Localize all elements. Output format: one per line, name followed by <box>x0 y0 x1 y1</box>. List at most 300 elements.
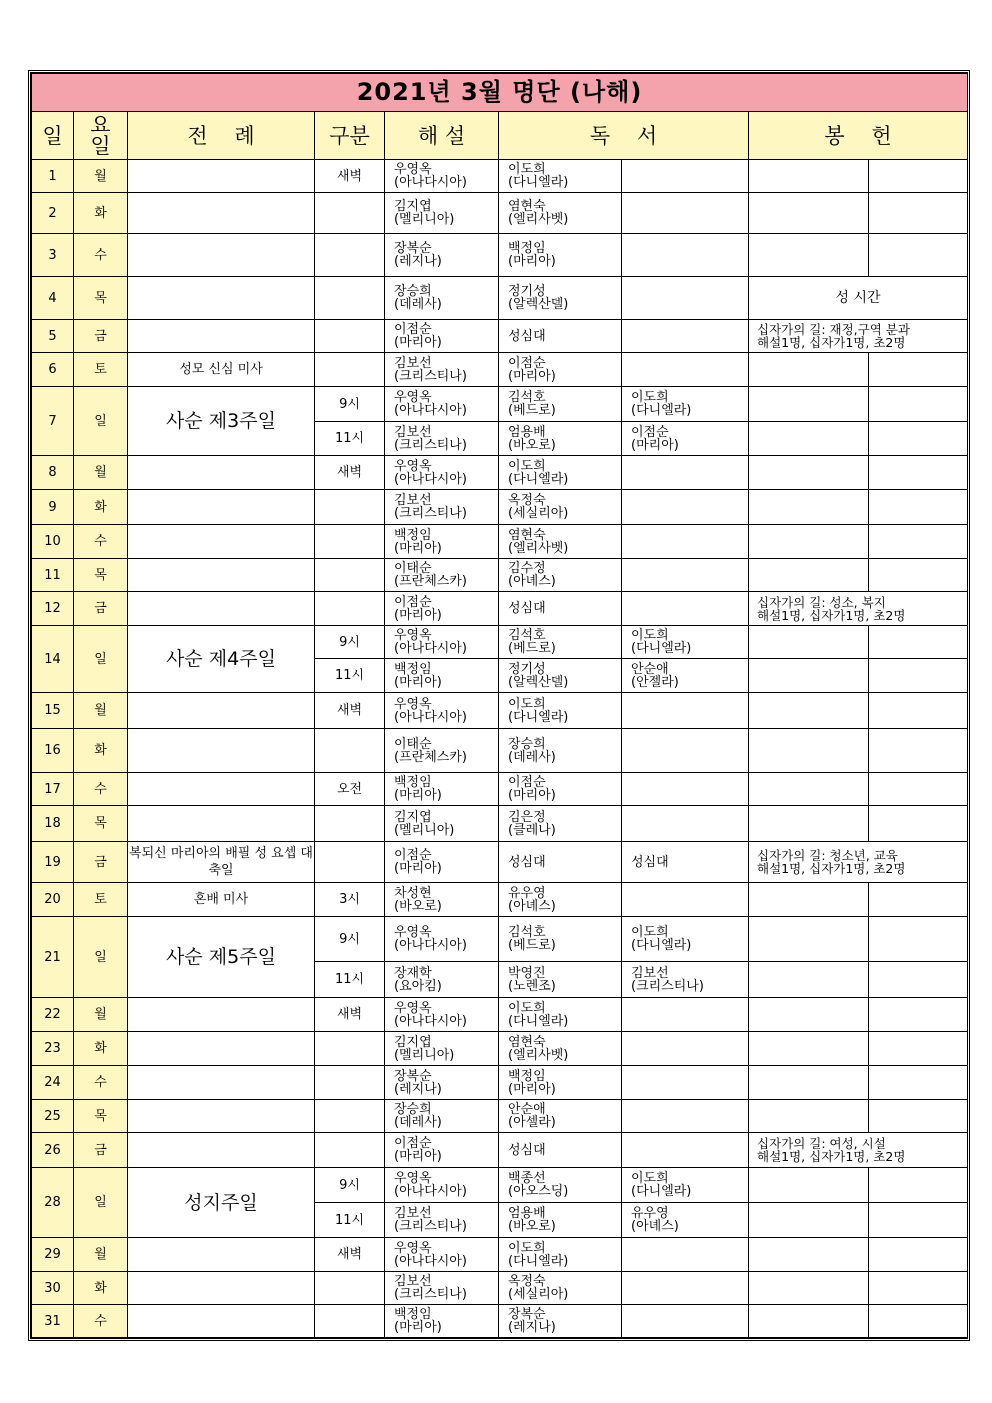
reading2-cell <box>622 490 749 525</box>
offering-cell-2 <box>869 1203 968 1238</box>
offering-cell-2 <box>869 729 968 773</box>
reading1-cell <box>499 559 622 592</box>
commentary-cell <box>385 320 499 353</box>
day-cell: 28 <box>32 1168 74 1238</box>
table-row <box>32 842 968 883</box>
division-cell <box>315 525 385 559</box>
offering-cell-2 <box>869 1272 968 1305</box>
reading1-cell-line: 이도희 <box>508 696 546 712</box>
reading1-cell <box>499 998 622 1032</box>
reading2-cell-line: 이점순 <box>631 424 669 440</box>
commentary-cell-line: 장승희 <box>394 284 432 299</box>
reading1-cell <box>499 1100 622 1133</box>
reading1-cell <box>499 1305 622 1338</box>
weekday-cell: 화 <box>74 1272 128 1305</box>
reading2-cell-line: 유우영 <box>631 1206 669 1221</box>
reading1-cell-line: (마리아) <box>508 788 556 803</box>
commentary-cell-line: 장승희 <box>394 1102 432 1117</box>
reading2-cell-line: 이도희 <box>631 390 669 405</box>
offering-cell-1 <box>749 160 869 193</box>
weekday-cell: 목 <box>74 559 128 592</box>
division-cell: 11시 <box>315 659 385 693</box>
reading1-cell-line: (다니엘라) <box>508 1253 569 1269</box>
commentary-cell <box>385 1133 499 1168</box>
liturgy-cell <box>128 456 315 490</box>
division-cell <box>315 1066 385 1100</box>
commentary-cell-line: (크리스티나) <box>394 368 467 384</box>
division-cell <box>315 1305 385 1338</box>
table-row <box>32 1133 968 1168</box>
reading2-cell <box>622 626 749 659</box>
commentary-cell <box>385 962 499 998</box>
division-cell <box>315 490 385 525</box>
offering-note: 성 시간 <box>749 277 968 320</box>
reading2-cell-line: 이도희 <box>631 925 669 940</box>
offering-cell-1 <box>749 387 869 422</box>
weekday-cell: 목 <box>74 277 128 320</box>
reading1-cell-line: 옥정숙 <box>508 1274 546 1289</box>
commentary-cell-line: 차성현 <box>394 885 432 901</box>
reading1-cell-line: 엄용배 <box>508 1206 546 1221</box>
commentary-cell <box>385 1272 499 1305</box>
weekday-cell: 월 <box>74 160 128 193</box>
day-cell: 4 <box>32 277 74 320</box>
reading1-cell <box>499 729 622 773</box>
offering-cell-1 <box>749 917 869 962</box>
offering-cell-2 <box>869 1238 968 1272</box>
reading1-cell <box>499 320 622 353</box>
header-commentary: 해 설 <box>385 112 499 160</box>
liturgy-cell <box>128 160 315 193</box>
commentary-cell-line: (마리아) <box>394 335 442 350</box>
offering-cell-1 <box>749 729 869 773</box>
commentary-cell-line: 백정임 <box>394 661 432 677</box>
weekday-cell: 월 <box>74 693 128 729</box>
commentary-cell <box>385 1066 499 1100</box>
weekday-cell: 수 <box>74 1305 128 1338</box>
table-row <box>32 693 968 729</box>
offering-cell-1 <box>749 1032 869 1066</box>
reading1-cell <box>499 592 622 626</box>
weekday-cell: 일 <box>74 1168 128 1238</box>
division-cell: 새벽 <box>315 160 385 193</box>
commentary-cell-line: (데레사) <box>394 1115 442 1130</box>
commentary-cell-line: 이점순 <box>394 594 432 610</box>
day-cell: 10 <box>32 525 74 559</box>
commentary-cell <box>385 626 499 659</box>
commentary-cell-line: (크리스티나) <box>394 437 467 453</box>
reading2-cell <box>622 659 749 693</box>
reading2-cell <box>622 842 749 883</box>
commentary-cell-line: 김보선 <box>394 1274 432 1289</box>
reading1-cell <box>499 1066 622 1100</box>
reading1-cell-line: 장승희 <box>508 736 546 752</box>
commentary-cell-line: (레지나) <box>394 254 442 269</box>
day-cell: 23 <box>32 1032 74 1066</box>
reading1-cell-line: 백정임 <box>508 1068 546 1084</box>
weekday-cell: 목 <box>74 1100 128 1133</box>
division-cell <box>315 320 385 353</box>
table-row <box>32 806 968 842</box>
reading2-cell <box>622 806 749 842</box>
commentary-cell <box>385 456 499 490</box>
reading1-cell <box>499 1238 622 1272</box>
day-cell: 8 <box>32 456 74 490</box>
offering-note: 십자가의 길: 여성, 시설 해설1명, 십자가1명, 초2명 <box>749 1133 968 1168</box>
reading1-cell-line: 염현숙 <box>508 199 546 214</box>
header-weekday: 요일 <box>74 112 128 160</box>
commentary-cell <box>385 1032 499 1066</box>
offering-cell-1 <box>749 806 869 842</box>
reading1-cell <box>499 422 622 456</box>
commentary-cell-line: 장재학 <box>394 965 432 981</box>
reading1-cell-line: (세실리아) <box>508 506 569 521</box>
commentary-cell-line: (요아킴) <box>394 978 442 994</box>
commentary-cell-line: (레지나) <box>394 1081 442 1097</box>
table-row <box>32 1272 968 1305</box>
offering-cell-2 <box>869 387 968 422</box>
reading1-cell <box>499 277 622 320</box>
offering-cell-1 <box>749 1305 869 1338</box>
division-cell: 새벽 <box>315 1238 385 1272</box>
commentary-cell-line: (멜리니아) <box>394 212 455 227</box>
reading1-cell <box>499 387 622 422</box>
commentary-cell-line: (아나다시아) <box>394 709 467 725</box>
commentary-cell-line: 김보선 <box>394 355 432 371</box>
commentary-cell <box>385 1203 499 1238</box>
day-cell: 31 <box>32 1305 74 1338</box>
offering-note: 십자가의 길: 재정,구역 분과 해설1명, 십자가1명, 초2명 <box>749 320 968 353</box>
reading1-cell <box>499 883 622 917</box>
commentary-cell-line: 이태순 <box>394 561 432 576</box>
offering-cell-1 <box>749 1100 869 1133</box>
roster-body <box>32 160 968 1338</box>
reading1-cell <box>499 193 622 234</box>
liturgy-cell <box>128 1272 315 1305</box>
liturgy-cell: 복되신 마리아의 배필 성 요셉 대축일 <box>128 842 315 883</box>
reading1-cell-line: (베드로) <box>508 938 556 953</box>
offering-cell-2 <box>869 1305 968 1338</box>
day-cell: 24 <box>32 1066 74 1100</box>
table-row <box>32 353 968 387</box>
reading2-cell-line: (다니엘라) <box>631 641 692 656</box>
day-cell: 21 <box>32 917 74 998</box>
weekday-cell: 토 <box>74 883 128 917</box>
offering-cell-2 <box>869 490 968 525</box>
commentary-cell-line: 우영옥 <box>394 925 432 940</box>
offering-cell-1 <box>749 883 869 917</box>
roster-table <box>31 73 968 1338</box>
commentary-cell-line: (바오로) <box>394 898 442 914</box>
header-offering: 봉 헌 <box>749 112 968 160</box>
division-cell <box>315 592 385 626</box>
reading1-cell-line: (마리아) <box>508 254 556 269</box>
offering-cell-1 <box>749 193 869 234</box>
commentary-cell-line: 우영옥 <box>394 628 432 643</box>
offering-cell-1 <box>749 693 869 729</box>
weekday-cell: 화 <box>74 1032 128 1066</box>
table-row <box>32 490 968 525</box>
commentary-cell <box>385 842 499 883</box>
reading2-cell <box>622 193 749 234</box>
reading1-cell-line: 이도희 <box>508 162 546 177</box>
reading1-cell-line: (알렉산델) <box>508 674 569 690</box>
table-row <box>32 773 968 806</box>
table-row <box>32 1305 968 1338</box>
commentary-cell <box>385 693 499 729</box>
commentary-cell-line: 김지엽 <box>394 809 432 825</box>
reading2-cell <box>622 592 749 626</box>
division-cell <box>315 842 385 883</box>
commentary-cell-line: 김보선 <box>394 493 432 508</box>
liturgy-cell <box>128 1066 315 1100</box>
reading1-cell-line: 안순애 <box>508 1102 546 1117</box>
reading2-cell <box>622 693 749 729</box>
commentary-cell-line: (아나다시아) <box>394 641 467 656</box>
reading1-cell <box>499 1032 622 1066</box>
reading1-cell-line: 이점순 <box>508 355 546 371</box>
table-row <box>32 1100 968 1133</box>
liturgy-cell <box>128 559 315 592</box>
division-cell <box>315 1272 385 1305</box>
division-cell <box>315 353 385 387</box>
commentary-cell-line: (마리아) <box>394 674 442 690</box>
commentary-cell-line: 김지엽 <box>394 1034 432 1050</box>
commentary-cell-line: (아나다시아) <box>394 1253 467 1269</box>
reading1-cell-line: (클레나) <box>508 822 556 838</box>
table-row <box>32 277 968 320</box>
reading2-cell-line: (크리스티나) <box>631 978 704 994</box>
reading2-cell-line: (다니엘라) <box>631 403 692 418</box>
commentary-cell <box>385 592 499 626</box>
commentary-cell-line: 이점순 <box>394 1136 432 1151</box>
commentary-cell-line: 우영옥 <box>394 696 432 712</box>
commentary-cell-line: 우영옥 <box>394 390 432 405</box>
table-row <box>32 1032 968 1066</box>
reading1-cell-line: 엄용배 <box>508 424 546 440</box>
offering-cell-2 <box>869 160 968 193</box>
commentary-cell-line: 김지엽 <box>394 199 432 214</box>
liturgy-cell <box>128 1032 315 1066</box>
offering-cell-1 <box>749 525 869 559</box>
commentary-cell-line: (아나다시아) <box>394 175 467 190</box>
table-row <box>32 456 968 490</box>
commentary-cell-line: 이태순 <box>394 736 432 752</box>
day-cell: 2 <box>32 193 74 234</box>
division-cell <box>315 559 385 592</box>
day-cell: 12 <box>32 592 74 626</box>
commentary-cell <box>385 160 499 193</box>
commentary-cell-line: (마리아) <box>394 1320 442 1335</box>
roster-sheet <box>28 70 970 1341</box>
commentary-cell <box>385 422 499 456</box>
commentary-cell <box>385 490 499 525</box>
liturgy-cell <box>128 1305 315 1338</box>
reading1-cell-line: 장복순 <box>508 1307 546 1322</box>
division-cell: 새벽 <box>315 998 385 1032</box>
reading1-cell-line: 성심대 <box>508 854 546 870</box>
reading2-cell-line: (다니엘라) <box>631 938 692 953</box>
day-cell: 1 <box>32 160 74 193</box>
reading2-cell <box>622 1133 749 1168</box>
commentary-cell <box>385 387 499 422</box>
reading1-cell-line: 염현숙 <box>508 1034 546 1050</box>
weekday-cell: 토 <box>74 353 128 387</box>
offering-cell-1 <box>749 1238 869 1272</box>
reading2-cell <box>622 1272 749 1305</box>
offering-cell-2 <box>869 626 968 659</box>
division-cell <box>315 1100 385 1133</box>
table-row-sunday <box>32 387 968 422</box>
commentary-cell-line: (크리스티나) <box>394 1219 467 1234</box>
weekday-cell: 수 <box>74 1066 128 1100</box>
day-cell: 7 <box>32 387 74 456</box>
offering-note: 십자가의 길: 청소년, 교육 해설1명, 십자가1명, 초2명 <box>749 842 968 883</box>
reading1-cell-line: 이도희 <box>508 1240 546 1256</box>
offering-cell-2 <box>869 422 968 456</box>
day-cell: 20 <box>32 883 74 917</box>
offering-cell-2 <box>869 456 968 490</box>
reading2-cell <box>622 1168 749 1203</box>
division-cell: 3시 <box>315 883 385 917</box>
reading1-cell-line: (바오로) <box>508 1219 556 1234</box>
offering-cell-1 <box>749 962 869 998</box>
division-cell: 11시 <box>315 962 385 998</box>
commentary-cell-line: (아나다시아) <box>394 1013 467 1029</box>
offering-cell-1 <box>749 773 869 806</box>
reading2-cell <box>622 1238 749 1272</box>
reading1-cell <box>499 626 622 659</box>
liturgy-cell: 성지주일 <box>128 1168 315 1238</box>
offering-cell-2 <box>869 693 968 729</box>
liturgy-cell <box>128 592 315 626</box>
reading1-cell <box>499 1203 622 1238</box>
offering-cell-1 <box>749 559 869 592</box>
reading1-cell <box>499 1133 622 1168</box>
reading1-cell-line: 이도희 <box>508 458 546 474</box>
offering-cell-2 <box>869 659 968 693</box>
division-cell <box>315 1133 385 1168</box>
table-row <box>32 525 968 559</box>
reading1-cell-line: 정기성 <box>508 284 546 299</box>
reading2-cell-line: (아녜스) <box>631 1219 679 1234</box>
liturgy-cell <box>128 490 315 525</box>
day-cell: 3 <box>32 234 74 277</box>
offering-cell-1 <box>749 1168 869 1203</box>
reading2-cell-line: 김보선 <box>631 965 669 981</box>
commentary-cell-line: (프란체스카) <box>394 574 467 589</box>
reading1-cell <box>499 525 622 559</box>
reading1-cell <box>499 917 622 962</box>
commentary-cell-line: (아나다시아) <box>394 938 467 953</box>
table-row <box>32 1066 968 1100</box>
weekday-cell: 화 <box>74 729 128 773</box>
reading1-cell-line: (아녜스) <box>508 574 556 589</box>
weekday-cell: 수 <box>74 525 128 559</box>
offering-cell-2 <box>869 353 968 387</box>
reading1-cell-line: 김석호 <box>508 390 546 405</box>
reading1-cell-line: (마리아) <box>508 1081 556 1097</box>
offering-cell-1 <box>749 353 869 387</box>
day-cell: 17 <box>32 773 74 806</box>
reading2-cell <box>622 277 749 320</box>
reading1-cell-line: 백정임 <box>508 241 546 256</box>
commentary-cell-line: (마리아) <box>394 607 442 623</box>
commentary-cell-line: (크리스티나) <box>394 506 467 521</box>
table-row <box>32 559 968 592</box>
commentary-cell-line: 백정임 <box>394 1307 432 1322</box>
reading2-cell-line: 이도희 <box>631 1171 669 1186</box>
day-cell: 14 <box>32 626 74 693</box>
commentary-cell-line: 우영옥 <box>394 1171 432 1186</box>
reading1-cell-line: 성심대 <box>508 328 546 344</box>
reading2-cell <box>622 160 749 193</box>
commentary-cell-line: 장복순 <box>394 241 432 256</box>
reading1-cell-line: 옥정숙 <box>508 493 546 508</box>
reading2-cell-line: 성심대 <box>631 854 669 870</box>
weekday-cell: 일 <box>74 917 128 998</box>
day-cell: 25 <box>32 1100 74 1133</box>
reading1-cell-line: (다니엘라) <box>508 709 569 725</box>
liturgy-cell: 혼배 미사 <box>128 883 315 917</box>
header-row <box>32 112 968 160</box>
reading1-cell-line: (베드로) <box>508 403 556 418</box>
day-cell: 16 <box>32 729 74 773</box>
header-liturgy: 전 례 <box>128 112 315 160</box>
commentary-cell-line: (마리아) <box>394 1149 442 1164</box>
weekday-cell: 월 <box>74 1238 128 1272</box>
reading2-cell <box>622 234 749 277</box>
table-row <box>32 998 968 1032</box>
division-cell <box>315 806 385 842</box>
table-row-sunday <box>32 626 968 659</box>
reading1-cell-line: (엘리사벳) <box>508 1047 569 1063</box>
reading2-cell <box>622 320 749 353</box>
reading1-cell <box>499 160 622 193</box>
reading1-cell-line: (베드로) <box>508 641 556 656</box>
weekday-cell: 수 <box>74 234 128 277</box>
reading1-cell-line: (다니엘라) <box>508 471 569 487</box>
division-cell: 새벽 <box>315 693 385 729</box>
commentary-cell-line: 장복순 <box>394 1068 432 1084</box>
header-day: 일 <box>32 112 74 160</box>
liturgy-cell <box>128 773 315 806</box>
weekday-cell: 화 <box>74 490 128 525</box>
commentary-cell <box>385 1100 499 1133</box>
commentary-cell <box>385 1168 499 1203</box>
commentary-cell <box>385 277 499 320</box>
reading1-cell-line: (아셀라) <box>508 1115 556 1130</box>
reading1-cell <box>499 490 622 525</box>
table-row <box>32 320 968 353</box>
commentary-cell <box>385 998 499 1032</box>
commentary-cell-line: (멜리니아) <box>394 822 455 838</box>
offering-note: 십자가의 길: 성소, 복지 해설1명, 십자가1명, 초2명 <box>749 592 968 626</box>
offering-cell-2 <box>869 806 968 842</box>
reading2-cell <box>622 773 749 806</box>
commentary-cell-line: 우영옥 <box>394 458 432 474</box>
reading1-cell <box>499 842 622 883</box>
reading2-cell <box>622 559 749 592</box>
reading1-cell-line: (엘리사벳) <box>508 212 569 227</box>
offering-cell-2 <box>869 1066 968 1100</box>
weekday-cell: 금 <box>74 842 128 883</box>
commentary-cell <box>385 234 499 277</box>
reading2-cell-line: (다니엘라) <box>631 1184 692 1199</box>
division-cell: 오전 <box>315 773 385 806</box>
reading1-cell-line: (레지나) <box>508 1320 556 1335</box>
reading1-cell <box>499 1168 622 1203</box>
